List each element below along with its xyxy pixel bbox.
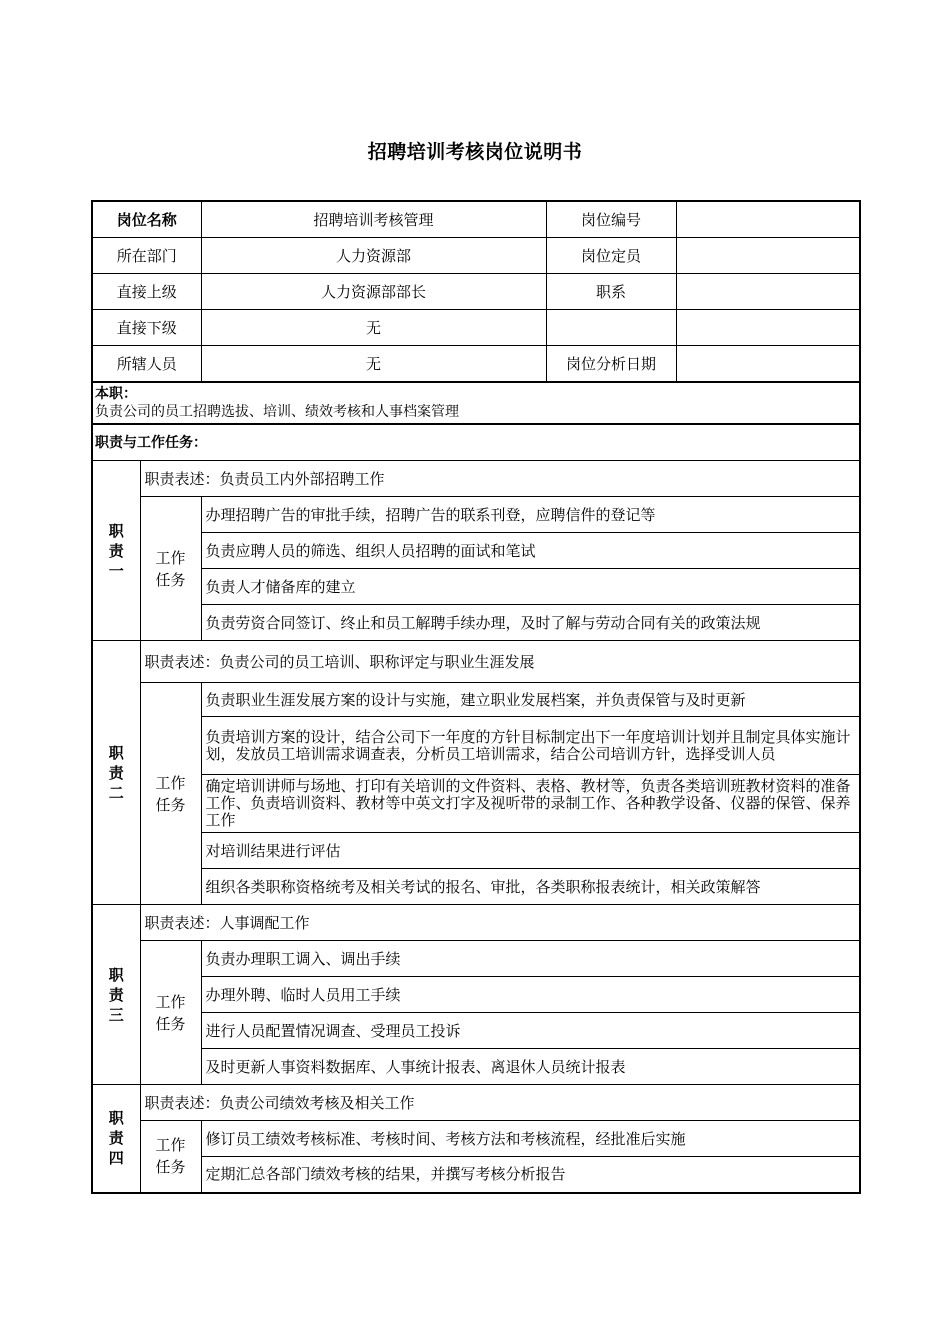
duty-2-task-2: 负责培训方案的设计，结合公司下一年度的方针目标制定出下一年度培训计划并且制定具体实施计划，发放员工培训需求调查表，分析员工培训需求，结合公司培训方针，选择受训人员 xyxy=(201,717,860,775)
value-headcount xyxy=(676,238,860,274)
task-row xyxy=(92,1157,860,1193)
duty-3-desc: 职责表述：人事调配工作 xyxy=(140,905,860,941)
task-row xyxy=(92,977,860,1013)
info-row-subordinate xyxy=(92,310,860,346)
duty-1-task-2: 负责应聘人员的筛选、组织人员招聘的面试和笔试 xyxy=(201,533,860,569)
task-row xyxy=(92,569,860,605)
duty-2-label: 职责二 xyxy=(92,641,140,905)
value-empty xyxy=(676,310,860,346)
duty-1-task-3: 负责人才储备库的建立 xyxy=(201,569,860,605)
value-analysis-date xyxy=(676,346,860,383)
task-row xyxy=(92,869,860,905)
label-staff: 所辖人员 xyxy=(92,346,201,383)
label-analysis-date: 岗位分析日期 xyxy=(546,346,676,383)
value-supervisor: 人力资源部部长 xyxy=(201,274,546,310)
duty-3-task-2: 办理外聘、临时人员用工手续 xyxy=(201,977,860,1013)
label-headcount: 岗位定员 xyxy=(546,238,676,274)
info-row-department xyxy=(92,238,860,274)
task-row xyxy=(92,1013,860,1049)
value-job-family xyxy=(676,274,860,310)
duty-2-task-5: 组织各类职称资格统考及相关考试的报名、审批，各类职称报表统计，相关政策解答 xyxy=(201,869,860,905)
value-position-code xyxy=(676,201,860,238)
duty-4-task-label: 工作任务 xyxy=(140,1121,201,1193)
label-position-name: 岗位名称 xyxy=(92,201,201,238)
task-row xyxy=(92,775,860,833)
duty-2-task-4: 对培训结果进行评估 xyxy=(201,833,860,869)
duty-2-task-label: 工作任务 xyxy=(140,683,201,905)
task-row xyxy=(92,1121,860,1157)
duty-3-task-1: 负责办理职工调入、调出手续 xyxy=(201,941,860,977)
value-department: 人力资源部 xyxy=(201,238,546,274)
task-row xyxy=(92,605,860,641)
duty-1-desc: 职责表述：负责员工内外部招聘工作 xyxy=(140,461,860,497)
role-label: 本职： xyxy=(95,386,137,402)
duty-1-desc-row xyxy=(92,461,860,497)
duty-1-task-4: 负责劳资合同签订、终止和员工解聘手续办理，及时了解与劳动合同有关的政策法规 xyxy=(201,605,860,641)
duty-3-task-3: 进行人员配置情况调查、受理员工投诉 xyxy=(201,1013,860,1049)
duty-1-task-label: 工作任务 xyxy=(140,497,201,641)
task-row xyxy=(92,717,860,775)
role-text: 负责公司的员工招聘选拔、培训、绩效考核和人事档案管理 xyxy=(95,404,459,420)
info-row-position xyxy=(92,201,860,238)
duty-4-desc-row xyxy=(92,1085,860,1121)
task-row xyxy=(92,497,860,533)
duty-3-desc-row xyxy=(92,905,860,941)
task-row xyxy=(92,941,860,977)
duties-header-row xyxy=(92,424,860,461)
job-description-form xyxy=(91,200,859,1194)
value-staff: 无 xyxy=(201,346,546,383)
duty-1-task-1: 办理招聘广告的审批手续，招聘广告的联系刊登，应聘信件的登记等 xyxy=(201,497,860,533)
duty-2-desc-row xyxy=(92,641,860,683)
info-row-supervisor xyxy=(92,274,860,310)
duty-4-desc: 职责表述：负责公司绩效考核及相关工作 xyxy=(140,1085,860,1121)
task-row xyxy=(92,833,860,869)
duty-2-task-3: 确定培训讲师与场地、打印有关培训的文件资料、表格、教材等，负责各类培训班教材资料的准备工作、负责培训资料、教材等中英文打字及视听带的录制工作、各种教学设备、仪器的保管、保养工作 xyxy=(201,775,860,833)
duty-2-desc: 职责表述：负责公司的员工培训、职称评定与职业生涯发展 xyxy=(140,641,860,683)
label-empty xyxy=(546,310,676,346)
duty-3-task-4: 及时更新人事资料数据库、人事统计报表、离退休人员统计报表 xyxy=(201,1049,860,1085)
label-department: 所在部门 xyxy=(92,238,201,274)
label-position-code: 岗位编号 xyxy=(546,201,676,238)
duty-4-task-1: 修订员工绩效考核标准、考核时间、考核方法和考核流程，经批准后实施 xyxy=(201,1121,860,1157)
duty-4-task-2: 定期汇总各部门绩效考核的结果，并撰写考核分析报告 xyxy=(201,1157,860,1193)
role-row xyxy=(92,382,860,424)
label-job-family: 职系 xyxy=(546,274,676,310)
value-subordinate: 无 xyxy=(201,310,546,346)
label-supervisor: 直接上级 xyxy=(92,274,201,310)
document-title: 招聘培训考核岗位说明书 xyxy=(367,141,583,163)
duties-title: 职责与工作任务： xyxy=(95,435,207,451)
label-subordinate: 直接下级 xyxy=(92,310,201,346)
task-row xyxy=(92,533,860,569)
value-position-name: 招聘培训考核管理 xyxy=(201,201,546,238)
job-info-table xyxy=(91,200,861,1194)
duty-3-task-label: 工作任务 xyxy=(140,941,201,1085)
duty-1-label: 职责一 xyxy=(92,461,140,641)
duty-4-label: 职责四 xyxy=(92,1085,140,1193)
task-row xyxy=(92,1049,860,1085)
task-row xyxy=(92,683,860,717)
duty-2-task-1: 负责职业生涯发展方案的设计与实施，建立职业发展档案，并负责保管与及时更新 xyxy=(201,683,860,717)
duty-3-label: 职责三 xyxy=(92,905,140,1085)
info-row-staff xyxy=(92,346,860,383)
